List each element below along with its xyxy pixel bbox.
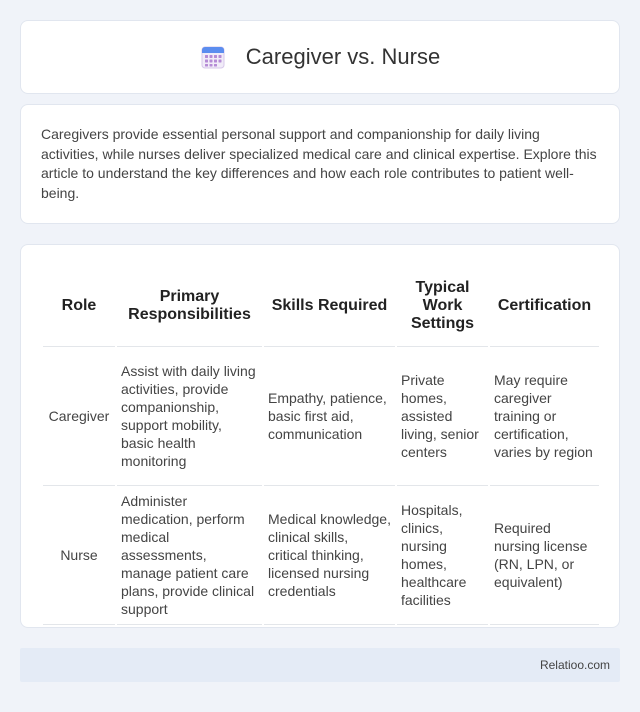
header-skills: Skills Required	[264, 265, 395, 347]
footer	[20, 648, 620, 682]
cell-responsibilities: Assist with daily living activities, provide companionship, support mobility, basic health monitoring	[117, 347, 262, 486]
cell-work-settings: Private homes, assisted living, senior centers	[397, 347, 488, 486]
header-card	[20, 20, 620, 94]
cell-certification: May require caregiver training or certification, varies by region	[490, 347, 599, 486]
comparison-table-card	[20, 244, 620, 628]
intro-card	[20, 104, 620, 224]
cell-role: Nurse	[43, 486, 115, 625]
cell-skills: Empathy, patience, basic first aid, communication	[264, 347, 395, 486]
intro-text: Caregivers provide essential personal support and companionship for daily living activities, while nurses deliver specialized medical care and clinical expertise. Explore this article to understand the key differences and how each role contributes to patient well-being.	[41, 126, 597, 201]
header-work-settings: Typical Work Settings	[397, 265, 488, 347]
cell-work-settings: Hospitals, clinics, nursing homes, healthcare facilities	[397, 486, 488, 625]
cell-responsibilities: Administer medication, perform medical assessments, manage patient care plans, provide clinical support	[117, 486, 262, 625]
cell-role: Caregiver	[43, 347, 115, 486]
header	[200, 44, 440, 70]
header-certification: Certification	[490, 265, 599, 347]
page-title: Caregiver vs. Nurse	[245, 44, 441, 69]
cell-skills: Medical knowledge, clinical skills, critical thinking, licensed nursing credentials	[264, 486, 395, 625]
header-responsibilities: Primary Responsibilities	[117, 265, 262, 347]
cell-certification: Required nursing license (RN, LPN, or equivalent)	[490, 486, 599, 625]
footer-site-name: Relatioo.com	[539, 658, 610, 672]
table-row	[43, 347, 599, 486]
calendar-icon	[200, 44, 226, 70]
table-header-row	[43, 265, 599, 347]
comparison-table	[43, 265, 599, 625]
header-role: Role	[43, 265, 115, 347]
table-row	[43, 486, 599, 625]
